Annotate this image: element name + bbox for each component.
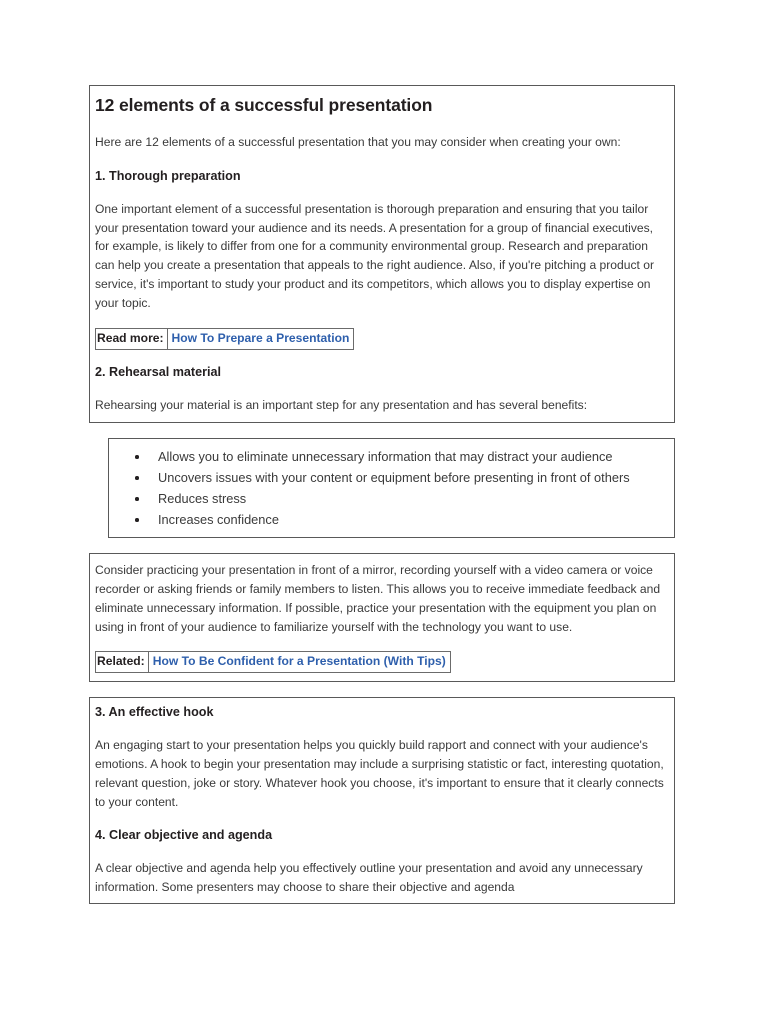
intro-paragraph: Here are 12 elements of a successful presentation that you may consider when creating your own:	[95, 135, 621, 150]
document-page	[89, 85, 675, 904]
list-item	[109, 510, 667, 530]
section-heading-4: 4. Clear objective and agenda	[95, 828, 273, 843]
section-heading-3: 3. An effective hook	[95, 705, 214, 720]
content-block-1	[89, 85, 675, 423]
list-item-label: Allows you to eliminate unnecessary information that may distract your audience	[158, 449, 613, 465]
page-title: 12 elements of a successful presentation	[95, 95, 433, 115]
list-item-label: Reduces stress	[158, 491, 247, 507]
list-item-label: Uncovers issues with your content or equipment before presenting in front of others	[158, 470, 630, 486]
benefits-list	[109, 447, 667, 530]
bullet-dot-icon	[135, 476, 139, 480]
section-body-4: A clear objective and agenda help you effectively outline your presentation and avoid any unnecessary information. Some presenters may choose to share their objective and agenda	[95, 861, 643, 894]
read-more-link[interactable]: How To Prepare a Presentation	[168, 328, 355, 350]
content-block-3	[89, 553, 675, 682]
read-more-row	[95, 328, 667, 350]
related-row	[95, 651, 667, 673]
list-item	[109, 489, 667, 509]
list-item-label: Increases confidence	[158, 512, 279, 528]
section-heading-1: 1. Thorough preparation	[95, 169, 241, 184]
bullet-dot-icon	[135, 497, 139, 501]
bullet-dot-icon	[135, 518, 139, 522]
section-body-2: Rehearsing your material is an important step for any presentation and has several benefits:	[95, 397, 588, 412]
content-block-4	[89, 697, 675, 903]
section-heading-2: 2. Rehearsal material	[95, 364, 222, 379]
related-link[interactable]: How To Be Confident for a Presentation (With Tips)	[149, 651, 451, 673]
content-block-bullets	[108, 438, 675, 538]
related-label: Related:	[95, 651, 149, 673]
read-more-label: Read more:	[95, 328, 168, 350]
bullet-dot-icon	[135, 455, 139, 459]
section-body-1: One important element of a successful presentation is thorough preparation and ensuring that you tailor your presentation toward your audience and its needs. A presentation for a group of financial executives, for example, is likely to differ from one for a community environmental group. Research and preparation can help you create a presentation that appeals to the right audience. Also, if you're pitching a product or service, it's important to study your product and its competitors, which allows you to display expertise on your topic.	[95, 201, 654, 310]
list-item	[109, 447, 667, 467]
list-item	[109, 468, 667, 488]
rehearsal-followup-paragraph: Consider practicing your presentation in front of a mirror, recording yourself with a video camera or voice recorder or asking friends or family members to listen. This allows you to receive immediate feedback and eliminate unnecessary information. If possible, practice your presentation with the equipment you plan on using in front of your audience to familiarize yourself with the technology you want to use.	[95, 563, 661, 634]
section-body-3: An engaging start to your presentation helps you quickly build rapport and connect with your audience's emotions. A hook to begin your presentation may include a surprising statistic or fact, interesting quotation, relevant question, joke or story. Whatever hook you choose, it's important to ensure that it clearly connects to your content.	[95, 738, 664, 809]
